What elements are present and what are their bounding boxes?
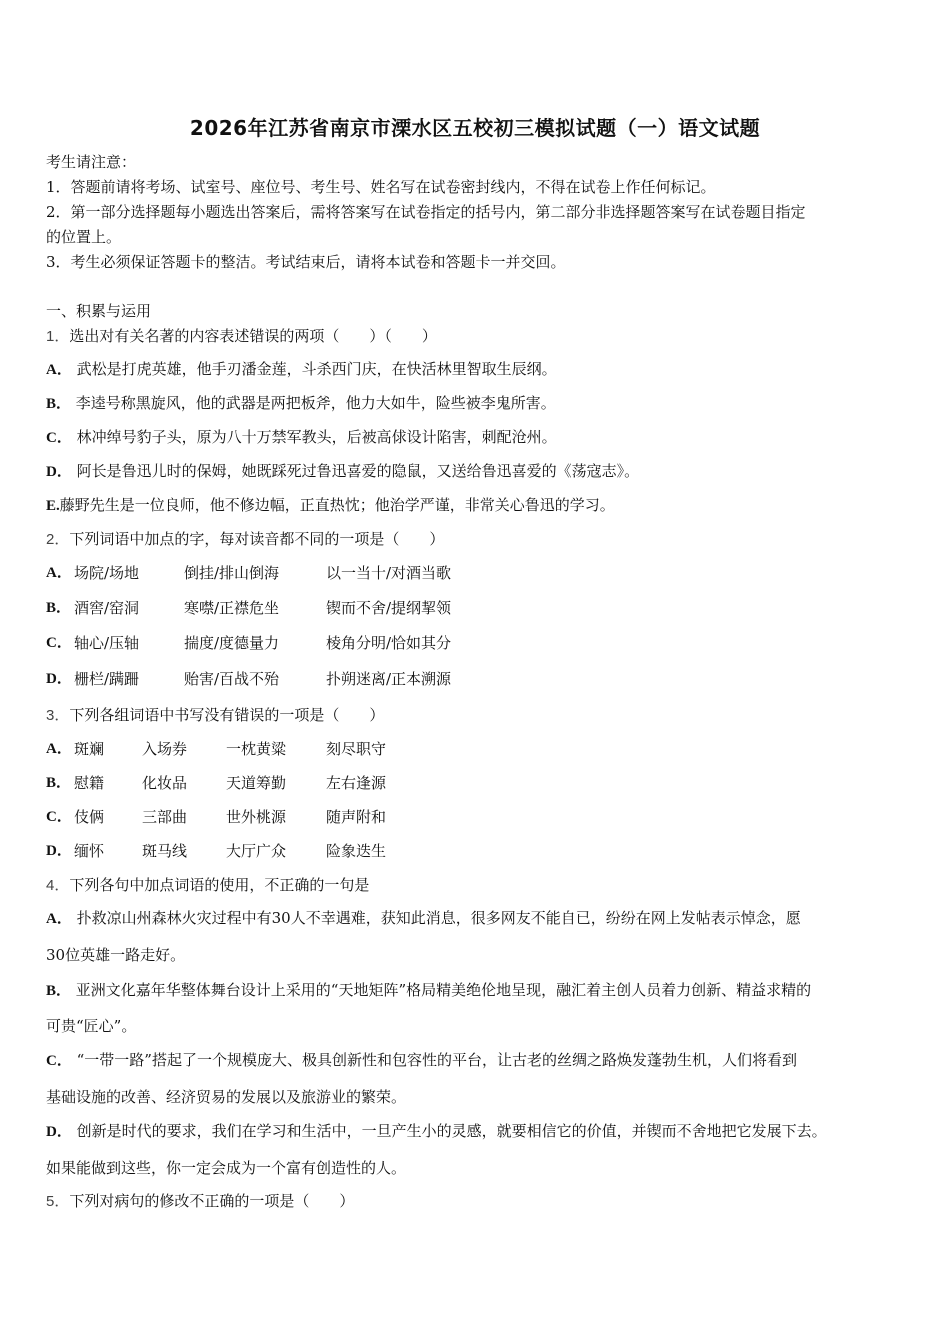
notice-item: 2．第一部分选择题每小题选出答案后，需将答案写在试卷指定的括号内，第二部分非选择题答案写在试卷题目指定: [46, 203, 806, 221]
option-cell: 棱角分明/恰如其分: [326, 634, 452, 652]
option-cell: 化妆品: [142, 774, 188, 792]
option-cell: 轴心/压轴: [74, 634, 140, 652]
question-text: 下列词语中加点的字，每对读音都不同的一项是（ ）: [69, 530, 445, 548]
option-key: D．: [46, 671, 72, 687]
question-number: 3．: [46, 707, 70, 724]
option-key: D．: [46, 464, 72, 480]
question-5-stem: [46, 1191, 354, 1212]
option-text: 亚洲文化嘉年华整体舞台设计上采用的“天地矩阵”格局精美绝伦地呈现，融汇着主创人员着力创新、精益求精的: [75, 981, 812, 999]
q4-option-c: [46, 1050, 797, 1071]
option-cell: 入场券: [142, 740, 188, 758]
option-key: B．: [46, 396, 72, 412]
question-number: 2．: [46, 531, 70, 548]
question-text: 下列对病句的修改不正确的一项是（ ）: [69, 1192, 355, 1210]
question-2-stem: [46, 529, 444, 550]
option-text: 李逵号称黑旋风，他的武器是两把板斧，他力大如牛，险些被李鬼所害。: [75, 394, 556, 412]
option-key: B．: [46, 600, 72, 616]
page-title: 2026年江苏省南京市溧水区五校初三模拟试题（一）语文试题: [189, 116, 761, 140]
option-cell: 以一当十/对酒当歌: [326, 564, 452, 582]
q1-option-b: [46, 393, 556, 414]
option-key: C．: [46, 1053, 72, 1069]
option-key: A．: [46, 911, 72, 927]
question-4-stem: [46, 875, 369, 896]
option-text: “一带一路”搭起了一个规模庞大、极具创新性和包容性的平台，让古老的丝绸之路焕发蓬勃生机，人们将看到: [76, 1051, 797, 1069]
option-cell: 世外桃源: [226, 808, 287, 826]
question-text: 下列各组词语中书写没有错误的一项是（ ）: [69, 706, 385, 724]
q1-option-e: [46, 495, 615, 516]
option-key: B．: [46, 983, 72, 999]
notice-heading: 考生请注意：: [46, 153, 137, 171]
question-number: 5．: [46, 1193, 70, 1210]
question-text: 选出对有关名著的内容表述错误的两项（ ）（ ）: [69, 327, 437, 345]
q1-option-d: [46, 461, 639, 482]
notice-item: 1．答题前请将考场、试室号、座位号、考生号、姓名写在试卷密封线内，不得在试卷上作任何标记。: [46, 178, 716, 196]
option-cell: 一枕黄粱: [226, 740, 287, 758]
option-key: A．: [46, 362, 72, 378]
question-1-stem: [46, 326, 437, 347]
option-cell: 揣度/度德量力: [184, 634, 280, 652]
q4-option-a-cont: 30位英雄一路走好。: [46, 946, 186, 964]
option-key: E.: [46, 498, 60, 514]
option-cell: 倒挂/排山倒海: [184, 564, 280, 582]
question-text: 下列各句中加点词语的使用，不正确的一句是: [69, 876, 370, 894]
option-cell: 随声附和: [326, 808, 387, 826]
option-cell: 斑马线: [142, 842, 188, 860]
option-cell: 斑斓: [74, 740, 105, 758]
option-key: B．: [46, 775, 72, 791]
option-text: 创新是时代的要求，我们在学习和生活中，一旦产生小的灵感，就要相信它的价值，并锲而不舍地把它发展下去。: [76, 1122, 827, 1140]
option-cell: 左右逢源: [326, 774, 387, 792]
notice-item: 的位置上。: [46, 228, 122, 246]
option-cell: 险象迭生: [326, 842, 387, 860]
option-cell: 大厅广众: [226, 842, 287, 860]
question-number: 1．: [46, 328, 70, 345]
option-text: 扑救凉山州森林火灾过程中有30人不幸遇难，获知此消息，很多网友不能自已，纷纷在网上发帖表示悼念，愿: [76, 909, 801, 927]
option-text: 武松是打虎英雄，他手刃潘金莲，斗杀西门庆，在快活林里智取生辰纲。: [76, 360, 557, 378]
option-cell: 伎俩: [74, 808, 105, 826]
option-cell: 刻尽职守: [326, 740, 387, 758]
option-cell: 栅栏/蹒跚: [74, 670, 140, 688]
section-heading: 一、积累与运用: [46, 302, 152, 320]
option-key: C．: [46, 809, 72, 825]
notice-item: 3．考生必须保证答题卡的整洁。考试结束后，请将本试卷和答题卡一并交回。: [46, 253, 566, 271]
q4-option-d-cont: 如果能做到这些，你一定会成为一个富有创造性的人。: [46, 1159, 407, 1177]
option-cell: 场院/场地: [74, 564, 140, 582]
option-text: 阿长是鲁迅儿时的保姆，她既踩死过鲁迅喜爱的隐鼠，又送给鲁迅喜爱的《荡寇志》。: [76, 462, 640, 480]
option-cell: 寒噤/正襟危坐: [184, 599, 280, 617]
option-key: C．: [46, 430, 72, 446]
q4-option-b: [46, 980, 811, 1001]
option-cell: 三部曲: [142, 808, 188, 826]
option-cell: 缅怀: [74, 842, 105, 860]
option-key: A．: [46, 741, 72, 757]
q4-option-c-cont: 基础设施的改善、经济贸易的发展以及旅游业的繁荣。: [46, 1088, 407, 1106]
option-cell: 贻害/百战不殆: [184, 670, 280, 688]
option-key: D．: [46, 843, 72, 859]
option-key: C．: [46, 635, 72, 651]
option-text: 藤野先生是一位良师，他不修边幅，正直热忱；他治学严谨，非常关心鲁迅的学习。: [59, 496, 615, 514]
q4-option-b-cont: 可贵“匠心”。: [46, 1017, 137, 1035]
option-cell: 锲而不舍/提纲挈领: [326, 599, 452, 617]
option-cell: 天道筹勤: [226, 774, 287, 792]
option-cell: 扑朔迷离/正本溯源: [326, 670, 452, 688]
option-key: A．: [46, 565, 72, 581]
q4-option-a: [46, 908, 801, 929]
question-number: 4．: [46, 877, 70, 894]
option-text: 林冲绰号豹子头，原为八十万禁军教头，后被高俅设计陷害，刺配沧州。: [76, 428, 557, 446]
option-key: D．: [46, 1124, 72, 1140]
option-cell: 慰籍: [74, 774, 105, 792]
q1-option-a: [46, 359, 557, 380]
q1-option-c: [46, 427, 557, 448]
q4-option-d: [46, 1121, 827, 1142]
question-3-stem: [46, 705, 384, 726]
option-cell: 酒窖/窑洞: [74, 599, 140, 617]
